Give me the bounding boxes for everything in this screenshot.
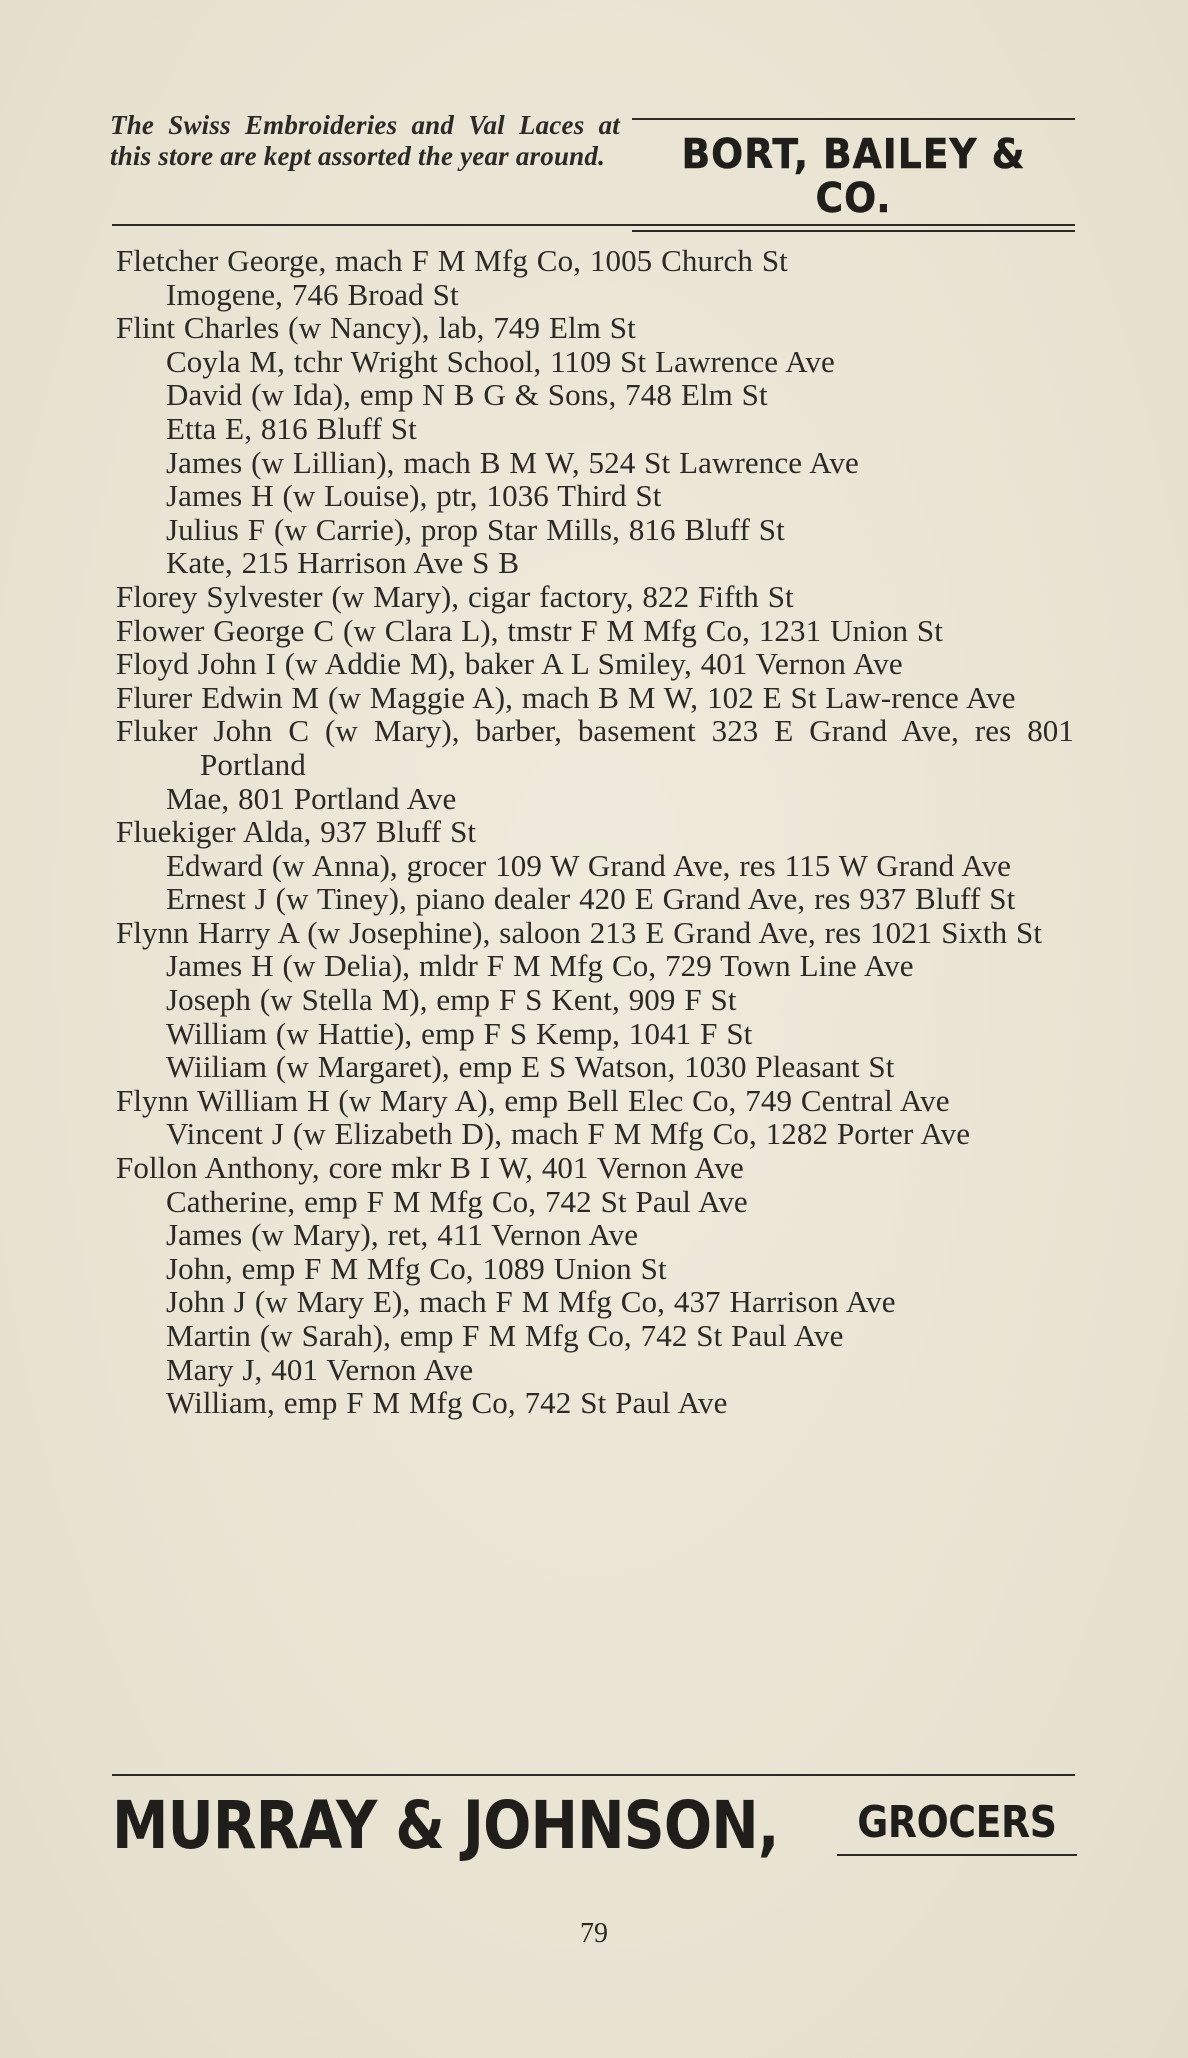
listing-subentry: John, emp F M Mfg Co, 1089 Union St xyxy=(166,1250,667,1286)
listing-subentry: David (w Ida), emp N B G & Sons, 748 Elm St xyxy=(166,377,768,413)
listing-subentry: Mae, 801 Portland Ave xyxy=(166,780,457,816)
listing-entry: Flower George C (w Clara L), tmstr F M Mfg Co, 1231 Union St xyxy=(116,612,943,648)
listing-subentry: Kate, 215 Harrison Ave S B xyxy=(166,545,520,581)
listing-entry: Flynn William H (w Mary A), emp Bell Elec Co, 749 Central Ave xyxy=(116,1082,950,1118)
top-divider xyxy=(112,224,1075,226)
listing-entry: Fletcher George, mach F M Mfg Co, 1005 Church St xyxy=(116,243,788,278)
listing-subentry: James (w Lillian), mach B M W, 524 St Lawrence Ave xyxy=(166,444,859,480)
listing-subentry: Coyla M, tchr Wright School, 1109 St Lawrence Ave xyxy=(166,343,835,379)
listing-subentry: Wiiliam (w Margaret), emp E S Watson, 1030 Pleasant St xyxy=(166,1049,895,1085)
listing-subentry: Joseph (w Stella M), emp F S Kent, 909 F St xyxy=(166,982,737,1018)
listing-entry: Florey Sylvester (w Mary), cigar factory, 822 Fifth St xyxy=(116,578,794,614)
listing-subentry: Catherine, emp F M Mfg Co, 742 St Paul Ave xyxy=(166,1183,748,1219)
listing-subentry: Ernest J (w Tiney), piano dealer 420 E Grand Ave, res 937 Bluff St xyxy=(166,881,1016,917)
listing-subentry: James H (w Louise), ptr, 1036 Third St xyxy=(166,478,662,514)
listing-subentry: John J (w Mary E), mach F M Mfg Co, 437 Harrison Ave xyxy=(166,1284,896,1320)
header-firm-name: BORT, BAILEY & CO. xyxy=(681,130,1026,222)
listing-subentry: Etta E, 816 Bluff St xyxy=(166,410,417,446)
listing-subentry: William (w Hattie), emp F S Kemp, 1041 F St xyxy=(166,1015,753,1051)
listing-subentry: James H (w Delia), mldr F M Mfg Co, 729 Town Line Ave xyxy=(166,948,914,984)
bottom-divider xyxy=(112,1774,1075,1776)
listing-entry: Flynn Harry A (w Josephine), saloon 213 E Grand Ave, res 1021 Sixth St xyxy=(116,914,1043,950)
listing-entry: Flurer Edwin M (w Maggie A), mach B M W, 102 E St Law-rence Ave xyxy=(116,679,1016,715)
page-number: 79 xyxy=(580,1918,608,1949)
listing-subentry: Imogene, 746 Broad St xyxy=(166,276,459,312)
header-firm-box xyxy=(632,118,1075,232)
listing-subentry: Vincent J (w Elizabeth D), mach F M Mfg Co, 1282 Porter Ave xyxy=(166,1116,971,1152)
footer-trade-label: GROCERS xyxy=(857,1797,1057,1848)
listing-subentry: Martin (w Sarah), emp F M Mfg Co, 742 St Paul Ave xyxy=(166,1318,844,1353)
footer-trade-box xyxy=(837,1796,1077,1856)
listing-entry: Follon Anthony, core mkr B I W, 401 Vernon Ave xyxy=(116,1150,744,1186)
listing-subentry: William, emp F M Mfg Co, 742 St Paul Ave xyxy=(166,1385,728,1421)
header-ad-note: The Swiss Embroideries and Val Laces at this store are kept assorted the year around. xyxy=(110,110,620,171)
directory-listings xyxy=(116,244,1074,1420)
footer-advertisement xyxy=(112,1786,1077,1886)
listing-entry: Floyd John I (w Addie M), baker A L Smiley, 401 Vernon Ave xyxy=(116,646,903,682)
listing-subentry: Julius F (w Carrie), prop Star Mills, 816 Bluff St xyxy=(166,511,785,547)
listing-subentry: Edward (w Anna), grocer 109 W Grand Ave, res 115 W Grand Ave xyxy=(166,847,1012,883)
listing-entry: Fluker John C (w Mary), barber, basement 323 E Grand Ave, res 801 Portland xyxy=(116,713,1074,782)
listing-subentry: Mary J, 401 Vernon Ave xyxy=(166,1351,474,1387)
listing-subentry: James (w Mary), ret, 411 Vernon Ave xyxy=(166,1217,639,1253)
listing-entry: Fluekiger Alda, 937 Bluff St xyxy=(116,814,477,850)
header-advertisement xyxy=(110,108,1075,222)
footer-firm-name: MURRAY & JOHNSON, xyxy=(112,1787,779,1864)
listing-entry: Flint Charles (w Nancy), lab, 749 Elm St xyxy=(116,310,636,346)
